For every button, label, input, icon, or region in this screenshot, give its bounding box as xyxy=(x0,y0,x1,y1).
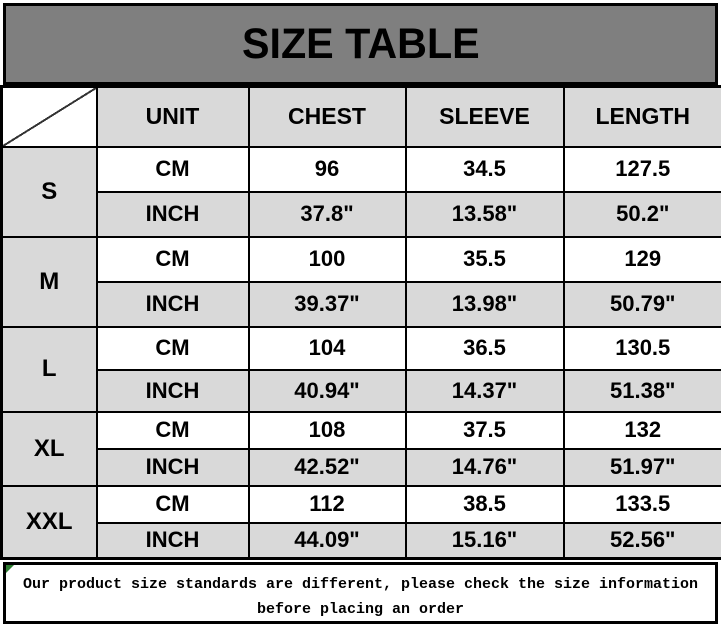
footer-note-line1: Our product size standards are different, please check the size information xyxy=(22,576,699,593)
length-cm-value: 132 xyxy=(564,412,721,449)
chest-cm-value: 96 xyxy=(249,147,406,192)
size-table xyxy=(0,85,721,560)
unit-inch-label: INCH xyxy=(97,523,249,559)
size-label-m: M xyxy=(2,237,97,327)
chest-cm-value: 100 xyxy=(249,237,406,282)
size-label-xxl: XXL xyxy=(2,486,97,559)
unit-inch-label: INCH xyxy=(97,192,249,237)
sleeve-inch-value: 14.37" xyxy=(406,370,564,412)
footer-note-line2: before placing an order xyxy=(256,601,465,618)
sleeve-cm-value: 34.5 xyxy=(406,147,564,192)
length-cm-value: 127.5 xyxy=(564,147,721,192)
title-band xyxy=(3,3,718,85)
sleeve-cm-value: 38.5 xyxy=(406,486,564,523)
chest-cm-value: 104 xyxy=(249,327,406,370)
table-row xyxy=(2,523,721,559)
col-header-chest: CHEST xyxy=(249,87,406,147)
size-label-s: S xyxy=(2,147,97,237)
sleeve-cm-value: 36.5 xyxy=(406,327,564,370)
unit-inch-label: INCH xyxy=(97,282,249,327)
col-header-length: LENGTH xyxy=(564,87,721,147)
chest-inch-value: 39.37" xyxy=(249,282,406,327)
corner-marker-triangle xyxy=(6,565,14,573)
chest-cm-value: 108 xyxy=(249,412,406,449)
sleeve-inch-value: 14.76" xyxy=(406,449,564,486)
table-row xyxy=(2,192,721,237)
page-title: SIZE TABLE xyxy=(241,19,480,68)
col-header-unit: UNIT xyxy=(97,87,249,147)
sleeve-cm-value: 37.5 xyxy=(406,412,564,449)
table-row xyxy=(2,282,721,327)
header-row xyxy=(2,87,721,147)
sleeve-inch-value: 13.98" xyxy=(406,282,564,327)
table-row xyxy=(2,486,721,523)
unit-inch-label: INCH xyxy=(97,370,249,412)
table-row xyxy=(2,370,721,412)
table-row xyxy=(2,412,721,449)
table-row xyxy=(2,147,721,192)
footer-note-box xyxy=(3,562,718,624)
length-inch-value: 51.97" xyxy=(564,449,721,486)
size-label-xl: XL xyxy=(2,412,97,486)
length-cm-value: 133.5 xyxy=(564,486,721,523)
sleeve-inch-value: 15.16" xyxy=(406,523,564,559)
diagonal-line xyxy=(3,88,96,146)
sleeve-inch-value: 13.58" xyxy=(406,192,564,237)
length-inch-value: 52.56" xyxy=(564,523,721,559)
chest-inch-value: 40.94" xyxy=(249,370,406,412)
col-header-sleeve: SLEEVE xyxy=(406,87,564,147)
chest-inch-value: 44.09" xyxy=(249,523,406,559)
unit-cm-label: CM xyxy=(97,327,249,370)
unit-cm-label: CM xyxy=(97,486,249,523)
unit-cm-label: CM xyxy=(97,147,249,192)
unit-cm-label: CM xyxy=(97,237,249,282)
unit-cm-label: CM xyxy=(97,412,249,449)
size-chart-page xyxy=(0,3,721,633)
length-cm-value: 130.5 xyxy=(564,327,721,370)
chest-inch-value: 42.52" xyxy=(249,449,406,486)
table-row xyxy=(2,449,721,486)
length-cm-value: 129 xyxy=(564,237,721,282)
unit-inch-label: INCH xyxy=(97,449,249,486)
size-label-l: L xyxy=(2,327,97,412)
length-inch-value: 51.38" xyxy=(564,370,721,412)
table-row xyxy=(2,237,721,282)
corner-diagonal-cell xyxy=(2,87,97,147)
length-inch-value: 50.2" xyxy=(564,192,721,237)
table-row xyxy=(2,327,721,370)
chest-inch-value: 37.8" xyxy=(249,192,406,237)
length-inch-value: 50.79" xyxy=(564,282,721,327)
sleeve-cm-value: 35.5 xyxy=(406,237,564,282)
chest-cm-value: 112 xyxy=(249,486,406,523)
